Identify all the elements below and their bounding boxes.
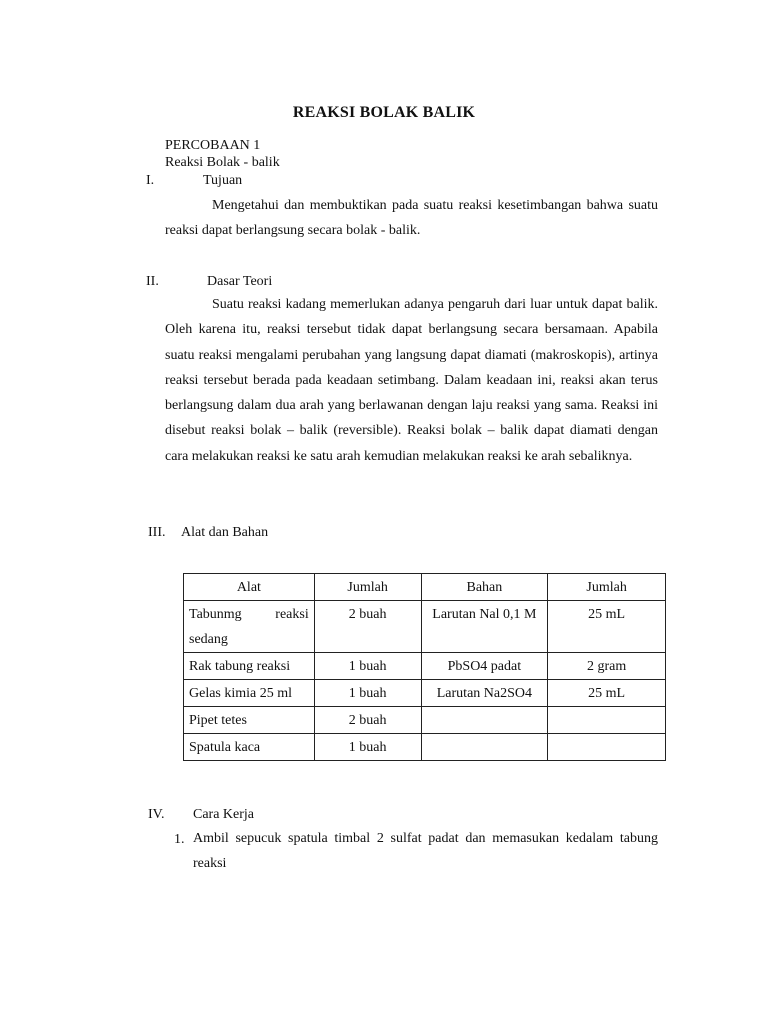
header-jumlah-bahan: Jumlah xyxy=(548,574,666,601)
section-1-body xyxy=(165,193,658,244)
section-4-numeral: IV. xyxy=(148,807,165,822)
table-cell-jumlah: 1 buah xyxy=(314,680,421,707)
table-cell-jumlah: 25 mL xyxy=(548,680,666,707)
table-header-row xyxy=(184,574,666,601)
header-jumlah-alat: Jumlah xyxy=(314,574,421,601)
table-row xyxy=(184,601,666,653)
table-cell-bahan: Larutan Nal 0,1 M xyxy=(421,601,548,653)
table-cell-alat: Spatula kaca xyxy=(184,734,315,761)
materials-table xyxy=(183,573,666,761)
table-row xyxy=(184,734,666,761)
table-cell-alat: Tabunmg reaksi sedang xyxy=(184,601,315,653)
table-cell-jumlah: 2 buah xyxy=(314,707,421,734)
table-cell-jumlah: 1 buah xyxy=(314,734,421,761)
table-cell-jumlah: 25 mL xyxy=(548,601,666,653)
step-1-body xyxy=(193,826,658,877)
section-1-numeral: I. xyxy=(146,173,155,188)
table-cell-bahan xyxy=(421,707,548,734)
section-2-paragraph: Suatu reaksi kadang memerlukan adanya pengaruh dari luar untuk dapat balik. Oleh karena itu, reaksi tersebut tidak dapat berlangsung secara bersamaan. Apabila suatu reaksi mengalami perubahan yang langsung dapat diamati (makroskopis), artinya reaksi tersebut berada pada keadaan setimbang. Dalam keadaan ini, reaksi akan terus berlangsung dalam dua arah yang berlawanan dengan laju reaksi yang sama. Reaksi ini disebut reaksi bolak – balik (reversible). Reaksi bolak – balik dapat diamati dengan cara melakukan reaksi ke satu arah kemudian melakukan reaksi ke arah sebaliknya. xyxy=(165,297,658,464)
table-row xyxy=(184,653,666,680)
section-2-body xyxy=(165,292,658,469)
table-cell-jumlah xyxy=(548,734,666,761)
step-1-text: Ambil sepucuk spatula timbal 2 sulfat padat dan memasukan kedalam tabung reaksi xyxy=(193,831,658,872)
step-1-number: 1. xyxy=(174,832,185,847)
section-2-heading: Dasar Teori xyxy=(207,274,273,289)
percobaan-subtitle: Reaksi Bolak - balik xyxy=(165,155,280,170)
table-cell-alat: Pipet tetes xyxy=(184,707,315,734)
table-cell-jumlah: 2 buah xyxy=(314,601,421,653)
section-3-numeral: III. xyxy=(148,525,166,540)
table-cell-jumlah xyxy=(548,707,666,734)
table-cell-bahan: Larutan Na2SO4 xyxy=(421,680,548,707)
section-4-heading: Cara Kerja xyxy=(193,807,255,822)
section-3-heading: Alat dan Bahan xyxy=(181,525,269,540)
table-cell-bahan xyxy=(421,734,548,761)
table-row xyxy=(184,707,666,734)
table-cell-jumlah: 2 gram xyxy=(548,653,666,680)
table-cell-bahan: PbSO4 padat xyxy=(421,653,548,680)
header-bahan: Bahan xyxy=(421,574,548,601)
percobaan-label: PERCOBAAN 1 xyxy=(165,138,261,153)
table-row xyxy=(184,680,666,707)
table-cell-jumlah: 1 buah xyxy=(314,653,421,680)
section-1-paragraph: Mengetahui dan membuktikan pada suatu reaksi kesetimbangan bahwa suatu reaksi dapat berlangsung secara bolak - balik. xyxy=(165,198,658,239)
section-2-numeral: II. xyxy=(146,274,159,289)
document-title: REAKSI BOLAK BALIK xyxy=(292,104,476,121)
section-1-heading: Tujuan xyxy=(203,173,243,188)
table-cell-alat: Rak tabung reaksi xyxy=(184,653,315,680)
header-alat: Alat xyxy=(184,574,315,601)
table-cell-alat: Gelas kimia 25 ml xyxy=(184,680,315,707)
